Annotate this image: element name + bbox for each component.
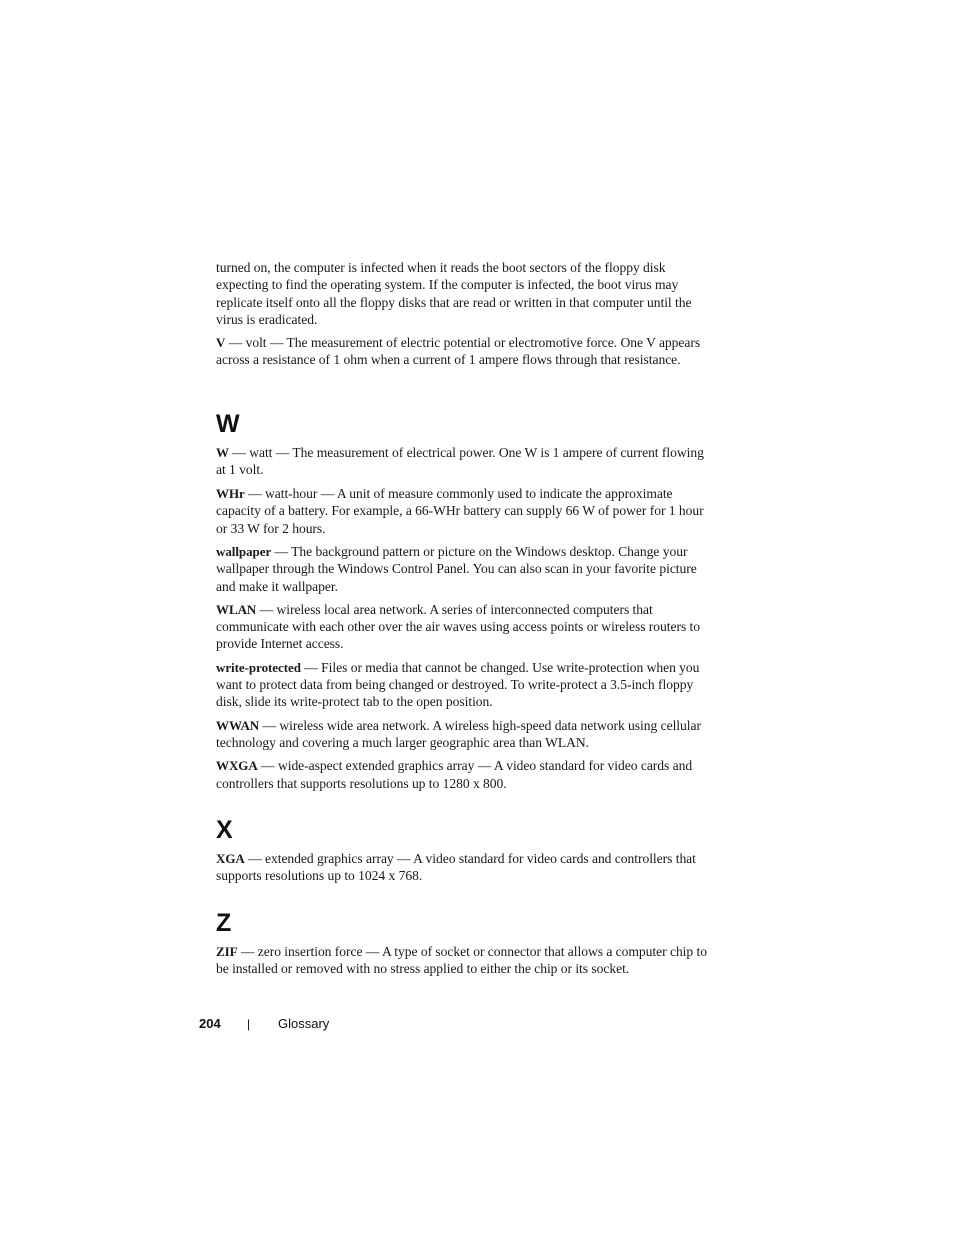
- glossary-entry-wxga: [216, 757, 716, 792]
- entry-definition: — watt — The measurement of electrical power. One W is 1 ampere of current flowing at 1 volt.: [216, 445, 704, 478]
- entry-definition: — volt — The measurement of electric potential or electromotive force. One V appears across a resistance of 1 ohm when a current of 1 ampere flows through that resistance.: [216, 334, 701, 367]
- entry-term: WHr: [216, 486, 245, 502]
- entry-term: WWAN: [216, 717, 260, 733]
- page-number: 204: [199, 1016, 221, 1031]
- entry-term: WLAN: [216, 601, 257, 617]
- entry-definition: — extended graphics array — A video standard for video cards and controllers that supports resolutions up to 1024 x 768.: [216, 851, 696, 884]
- section-x-entries: [216, 850, 716, 885]
- entry-definition: — wireless local area network. A series of interconnected computers that communicate with each other over the air waves using access points or wireless routers to provide Internet access.: [216, 601, 701, 652]
- entry-term: XGA: [216, 851, 245, 866]
- entry-term: wallpaper: [216, 543, 272, 559]
- entry-definition: — wireless wide area network. A wireless high-speed data network using cellular technology and covering a much larger geographic area than WLAN.: [216, 717, 701, 750]
- footer-section-title: Glossary: [278, 1016, 330, 1031]
- entry-definition: — wide-aspect extended graphics array — A video standard for video cards and controllers that supports resolutions up to 1280 x 800.: [216, 758, 693, 791]
- glossary-entry-wlan: [216, 601, 716, 653]
- glossary-entry-zif: [216, 943, 716, 978]
- entry-term: ZIF: [216, 944, 238, 959]
- entry-term: write-protected: [216, 659, 301, 675]
- section-z-entries: [216, 943, 716, 978]
- entry-definition: — Files or media that cannot be changed. Use write-protection when you want to protect data from being changed or destroyed. To write-protect a 3.5-inch floppy disk, slide its write-protect tab to the open position.: [216, 659, 700, 710]
- glossary-entry-wwan: [216, 717, 716, 752]
- entry-definition: — zero insertion force — A type of socket or connector that allows a computer chip to be installed or removed with no stress applied to either the chip or its socket.: [216, 944, 707, 977]
- glossary-entry-w: [216, 444, 716, 479]
- glossary-entry-v: [216, 334, 716, 369]
- section-heading-z: Z: [216, 909, 232, 937]
- glossary-entry-xga: [216, 850, 716, 885]
- footer-separator: |: [247, 1017, 251, 1031]
- entry-term: V: [216, 334, 226, 350]
- entry-definition: — The background pattern or picture on the Windows desktop. Change your wallpaper through the Windows Control Panel. You can also scan in your favorite picture and make it wallpaper.: [216, 543, 697, 594]
- entry-term: WXGA: [216, 758, 258, 774]
- section-heading-x: X: [216, 816, 233, 844]
- intro-block: [216, 259, 716, 368]
- intro-paragraph: turned on, the computer is infected when it reads the boot sectors of the floppy disk expecting to find the operating system. If the computer is infected, the boot virus may replicate itself onto all the floppy disks that are read or written in that computer until the virus is eradicated.: [216, 260, 692, 327]
- glossary-entry-wallpaper: [216, 543, 716, 595]
- entry-definition: — watt-hour — A unit of measure commonly used to indicate the approximate capacity of a battery. For example, a 66-WHr battery can supply 66 W of power for 1 hour or 33 W for 2 hours.: [216, 486, 704, 536]
- glossary-entry-write-protected: [216, 659, 716, 711]
- glossary-entry-whr: [216, 485, 716, 537]
- section-heading-w: W: [216, 410, 240, 438]
- section-w-entries: [216, 444, 716, 792]
- entry-term: W: [216, 445, 229, 460]
